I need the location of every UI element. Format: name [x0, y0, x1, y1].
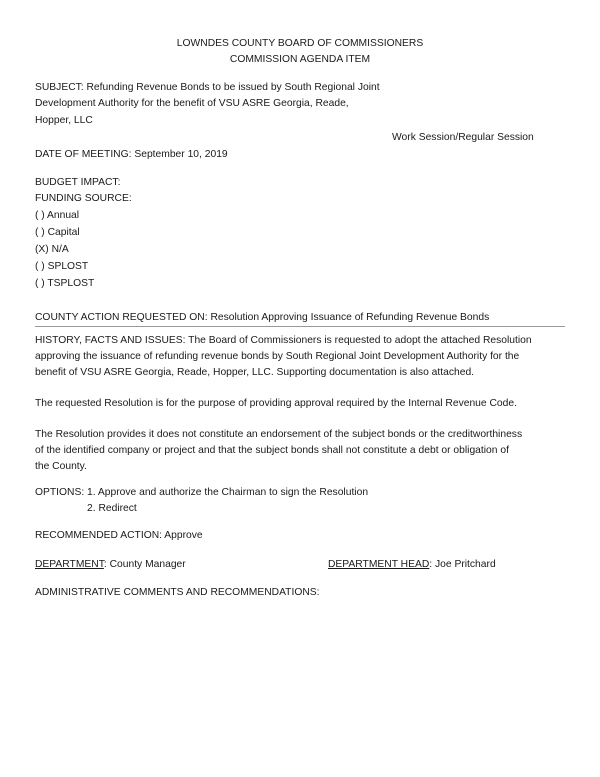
department-head — [328, 558, 496, 571]
admin-comments: ADMINISTRATIVE COMMENTS AND RECOMMENDATIONS: — [35, 587, 320, 598]
funding-option: ( ) SPLOST — [35, 261, 89, 272]
option-item: 2. Redirect — [87, 503, 137, 514]
session-type: Work Session/Regular Session — [392, 132, 534, 143]
date-of-meeting: DATE OF MEETING: September 10, 2019 — [35, 149, 228, 160]
department-head-label: DEPARTMENT HEAD — [328, 559, 430, 570]
resolution-line: the County. — [35, 461, 87, 472]
budget-impact: BUDGET IMPACT: — [35, 177, 121, 188]
divider — [35, 326, 565, 327]
subject-line: Development Authority for the benefit of VSU ASRE Georgia, Reade, — [35, 98, 349, 109]
option-item: 1. Approve and authorize the Chairman to sign the Resolution — [87, 487, 369, 498]
purpose-text: The requested Resolution is for the purpose of providing approval required by the Internal Revenue Code. — [35, 398, 517, 409]
funding-option: ( ) Annual — [35, 210, 80, 221]
resolution-line: of the identified company or project and that the subject bonds shall not constitute a debt or obligation of — [35, 445, 509, 456]
department — [35, 558, 186, 571]
funding-source: FUNDING SOURCE: — [35, 193, 132, 204]
county-action: COUNTY ACTION REQUESTED ON: Resolution Approving Issuance of Refunding Revenue Bonds — [35, 312, 490, 323]
department-value: : County Manager — [103, 559, 186, 570]
recommended-action: RECOMMENDED ACTION: Approve — [35, 530, 203, 541]
history-line: benefit of VSU ASRE Georgia, Reade, Hopper, LLC. Supporting documentation is also attached. — [35, 367, 475, 378]
department-label: DEPARTMENT — [35, 559, 104, 570]
funding-option: (X) N/A — [35, 244, 69, 255]
header-subtitle: COMMISSION AGENDA ITEM — [229, 54, 371, 65]
history-line: HISTORY, FACTS AND ISSUES: The Board of Commissioners is requested to adopt the attached Resolution — [35, 335, 532, 346]
header-title: LOWNDES COUNTY BOARD OF COMMISSIONERS — [176, 38, 424, 49]
subject-line: SUBJECT: Refunding Revenue Bonds to be issued by South Regional Joint — [35, 82, 380, 93]
resolution-line: The Resolution provides it does not constitute an endorsement of the subject bonds or the creditworthiness — [35, 429, 523, 440]
subject-line: Hopper, LLC — [35, 115, 93, 126]
department-head-value: : Joe Pritchard — [429, 559, 496, 570]
funding-option: ( ) Capital — [35, 227, 80, 238]
funding-option: ( ) TSPLOST — [35, 278, 95, 289]
options-label: OPTIONS: — [35, 487, 85, 498]
history-line: approving the issuance of refunding revenue bonds by South Regional Joint Development Authority for the — [35, 351, 520, 362]
